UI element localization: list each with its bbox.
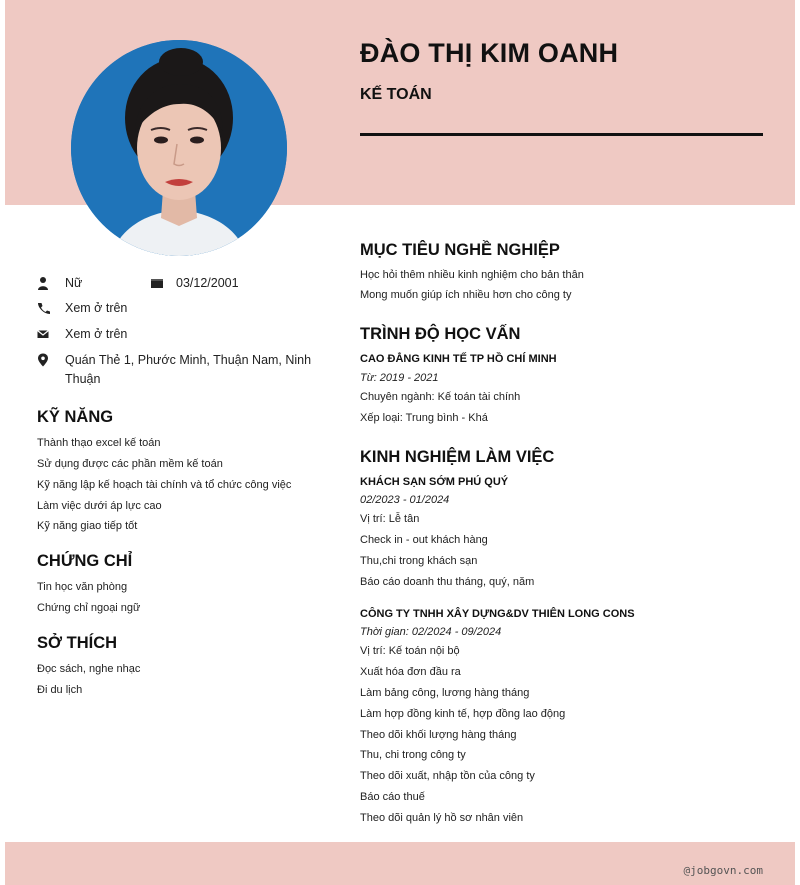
gender-value: Nữ xyxy=(65,276,83,290)
email-icon xyxy=(36,327,50,341)
avatar xyxy=(71,40,287,256)
company-name: CÔNG TY TNHH XÂY DỰNG&DV THIÊN LONG CONS xyxy=(360,608,635,620)
objective-title: MỤC TIÊU NGHỀ NGHIỆP xyxy=(360,241,560,259)
phone-value: Xem ở trên xyxy=(65,301,128,315)
footer-watermark: @jobgovn.com xyxy=(683,864,763,877)
page-title: ĐÀO THỊ KIM OANH xyxy=(360,38,619,68)
skills-title: KỸ NĂNG xyxy=(37,408,114,426)
avatar-portrait xyxy=(71,40,287,256)
experience-title: KINH NGHIỆM LÀM VIỆC xyxy=(360,448,555,466)
skill-item: Kỹ năng giao tiếp tốt xyxy=(37,520,138,532)
education-item: Chuyên ngành: Kế toán tài chính xyxy=(360,391,521,403)
job-duty: Báo cáo thuế xyxy=(360,791,425,803)
job-duty: Báo cáo doanh thu tháng, quý, năm xyxy=(360,576,535,588)
certificates-title: CHỨNG CHỈ xyxy=(37,552,133,570)
phone-icon xyxy=(36,301,50,315)
objective-item: Mong muốn giúp ích nhiều hơn cho công ty xyxy=(360,289,572,301)
certificate-item: Tin học văn phòng xyxy=(37,581,128,593)
location-pin-icon xyxy=(36,353,50,367)
job-duty: Theo dõi xuất, nhập tồn của công ty xyxy=(360,770,535,782)
calendar-icon xyxy=(150,276,164,290)
job-period: Thời gian: 02/2024 - 09/2024 xyxy=(360,626,502,638)
job-duty: Vị trí: Kế toán nội bộ xyxy=(360,645,460,657)
hobbies-title: SỞ THÍCH xyxy=(37,634,118,652)
job-duty: Vị trí: Lễ tân xyxy=(360,513,420,525)
email-value: Xem ở trên xyxy=(65,327,128,341)
job-duty: Theo dõi khối lượng hàng tháng xyxy=(360,729,517,741)
objective-item: Học hỏi thêm nhiều kinh nghiệm cho bản thân xyxy=(360,269,584,281)
job-period: 02/2023 - 01/2024 xyxy=(360,494,450,506)
job-title: KẾ TOÁN xyxy=(360,86,432,103)
hobby-item: Đi du lịch xyxy=(37,684,83,696)
footer-band xyxy=(5,842,795,885)
job-duty: Thu,chi trong khách sạn xyxy=(360,555,478,567)
education-period: Từ: 2019 - 2021 xyxy=(360,372,439,384)
job-duty: Thu, chi trong công ty xyxy=(360,749,466,761)
hobby-item: Đọc sách, nghe nhạc xyxy=(37,663,141,675)
address-line-1: Quán Thẻ 1, Phước Minh, Thuận Nam, Ninh xyxy=(65,353,312,367)
certificate-item: Chứng chỉ ngoại ngữ xyxy=(37,602,141,614)
school-name: CAO ĐẲNG KINH TẾ TP HỒ CHÍ MINH xyxy=(360,353,557,365)
job-duty: Làm hợp đồng kinh tế, hợp đồng lao động xyxy=(360,708,566,720)
company-name: KHÁCH SẠN SỚM PHÚ QUÝ xyxy=(360,476,509,488)
job-duty: Xuất hóa đơn đầu ra xyxy=(360,666,461,678)
birthday-value: 03/12/2001 xyxy=(176,276,239,290)
person-icon xyxy=(36,276,50,290)
job-duty: Theo dõi quản lý hồ sơ nhân viên xyxy=(360,812,524,824)
title-divider xyxy=(360,133,763,136)
skill-item: Kỹ năng lập kế hoạch tài chính và tổ chức công việc xyxy=(37,479,292,491)
job-duty: Check in - out khách hàng xyxy=(360,534,488,546)
education-item: Xếp loại: Trung bình - Khá xyxy=(360,412,488,424)
skill-item: Làm việc dưới áp lực cao xyxy=(37,500,162,512)
address-line-2: Thuận xyxy=(65,372,101,386)
skill-item: Thành thạo excel kế toán xyxy=(37,437,161,449)
education-title: TRÌNH ĐỘ HỌC VẤN xyxy=(360,325,521,343)
job-duty: Làm bảng công, lương hàng tháng xyxy=(360,687,530,699)
skill-item: Sử dụng được các phần mềm kế toán xyxy=(37,458,223,470)
